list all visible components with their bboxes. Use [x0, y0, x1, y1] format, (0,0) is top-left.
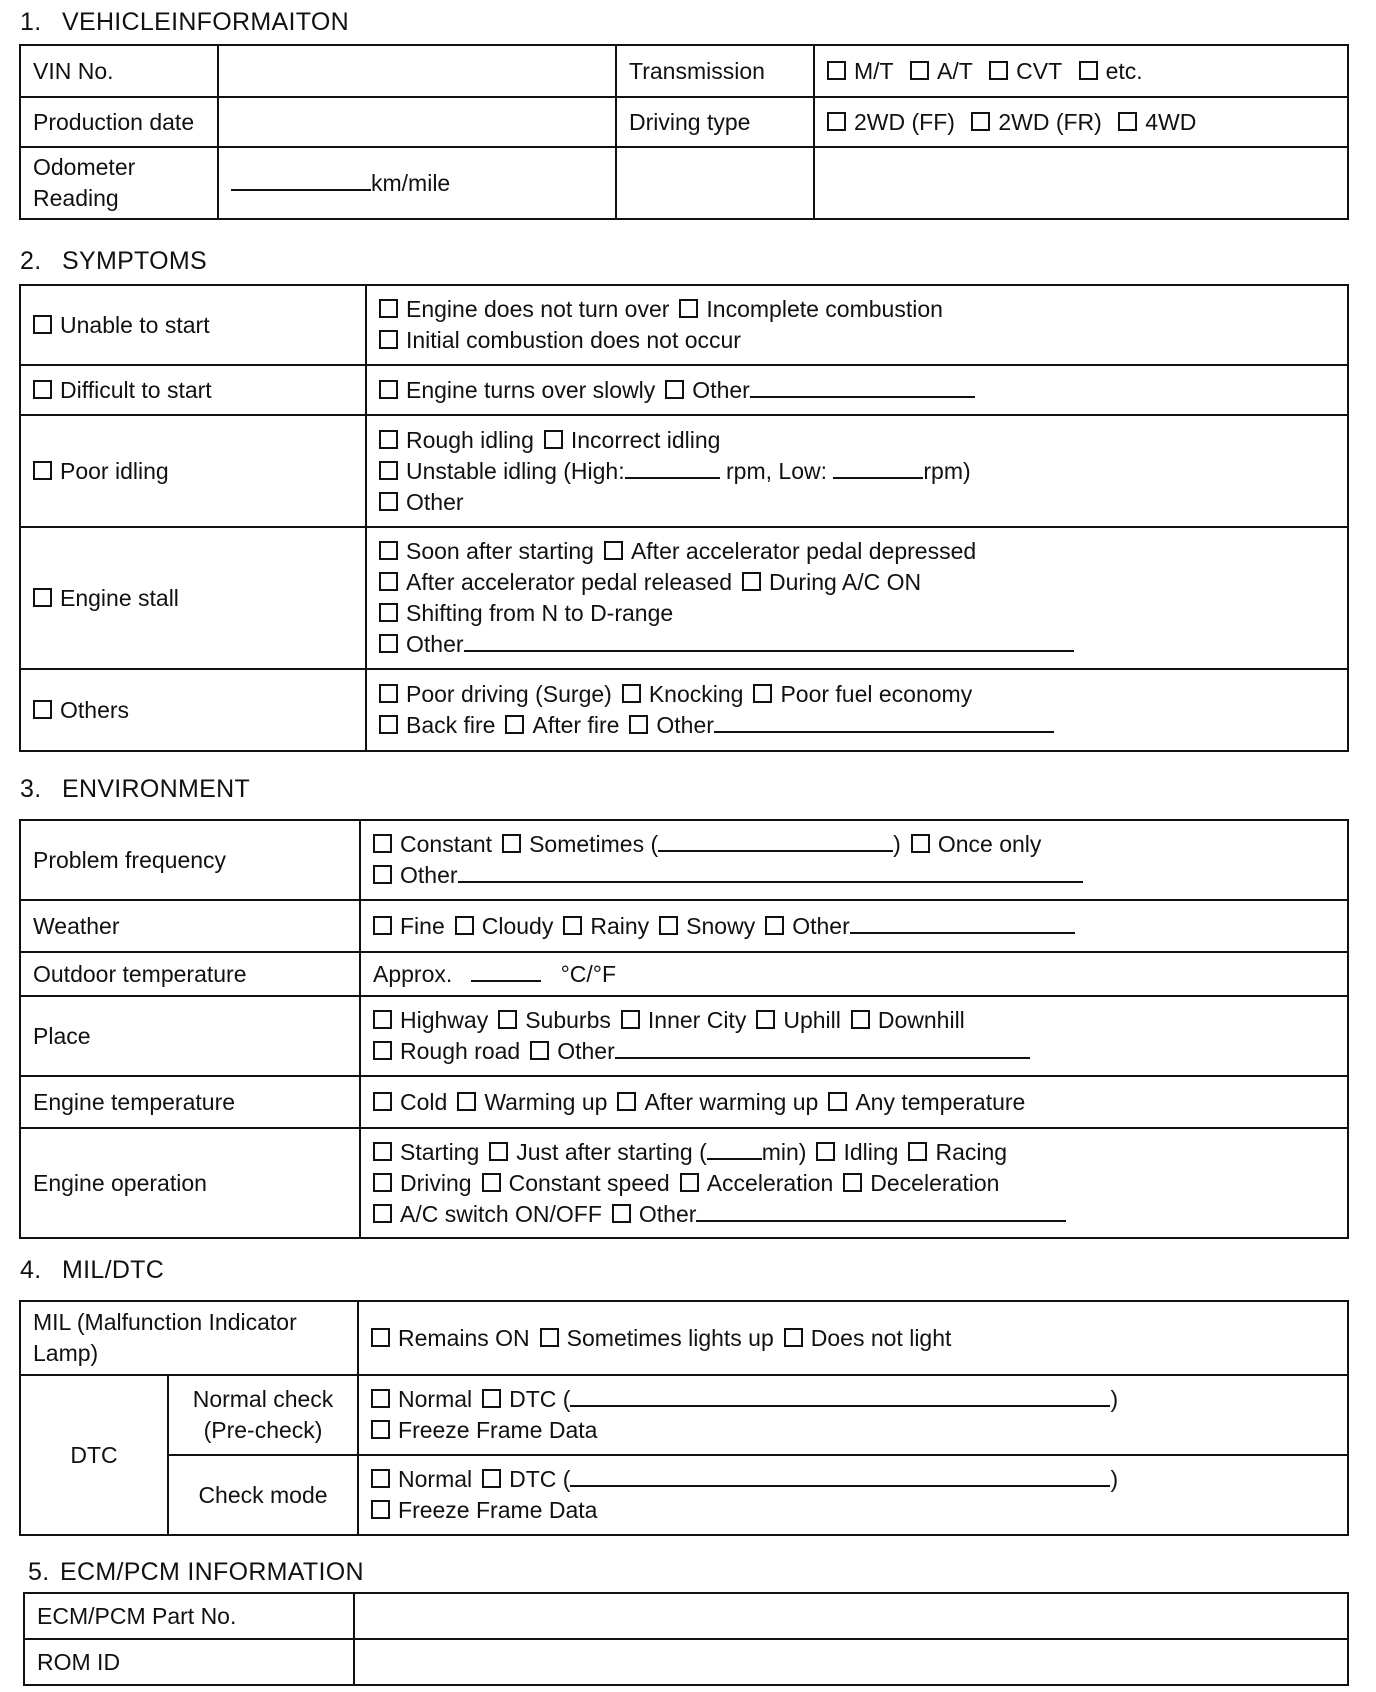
engine-temperature-label: Engine temperature — [20, 1076, 360, 1128]
checkbox[interactable] — [622, 684, 641, 703]
checkbox[interactable] — [505, 715, 524, 734]
checkbox-sometimes-lights-up[interactable] — [540, 1328, 559, 1347]
normal-check-options — [358, 1375, 1348, 1455]
option-label: During A/C ON — [769, 569, 922, 595]
normal-check-label — [168, 1375, 358, 1455]
checkbox-poor-idling[interactable] — [33, 461, 52, 480]
checkbox[interactable] — [373, 1204, 392, 1223]
checkbox-others[interactable] — [33, 700, 52, 719]
checkbox[interactable] — [629, 715, 648, 734]
vehicle-info-table — [19, 44, 1349, 220]
normal-check-line1: Normal check — [192, 1386, 334, 1412]
option-label: Rainy — [590, 912, 650, 939]
symptom-details — [366, 365, 1348, 415]
section-1-title — [20, 8, 349, 37]
checkbox[interactable] — [612, 1204, 631, 1223]
symptom-label: Engine stall — [60, 584, 179, 611]
option-label: Unstable idling (High: — [406, 457, 625, 484]
symptom-others — [20, 669, 366, 751]
checkbox[interactable] — [373, 1173, 392, 1192]
option-label: Other — [792, 912, 850, 939]
other-blank[interactable] — [714, 713, 1054, 733]
ecm-part-label: ECM/PCM Part No. — [24, 1593, 354, 1639]
checkbox-difficult-to-start[interactable] — [33, 380, 52, 399]
empty-cell — [616, 147, 814, 219]
checkbox[interactable] — [379, 299, 398, 318]
option-label: Poor fuel economy — [780, 681, 973, 707]
engine-temperature-options — [360, 1076, 1348, 1128]
checkbox-snowy[interactable] — [659, 916, 678, 935]
symptom-unable-to-start — [20, 285, 366, 365]
paren-close: ) — [1110, 1466, 1119, 1492]
option-label: Normal — [398, 1386, 473, 1412]
checkbox-dtc[interactable] — [482, 1469, 501, 1488]
empty-cell — [814, 147, 1348, 219]
paren-close: ) — [1110, 1386, 1119, 1412]
engine-operation-label: Engine operation — [20, 1128, 360, 1238]
option-label: Incomplete combustion — [706, 296, 943, 322]
checkbox-freeze-frame[interactable] — [371, 1420, 390, 1439]
rpm-high-blank[interactable] — [625, 459, 720, 479]
dtc-blank[interactable] — [570, 1387, 1110, 1407]
option-label: Back fire — [406, 712, 496, 738]
checkbox-2wd-fr[interactable] — [971, 112, 990, 131]
section-2-title — [20, 247, 207, 276]
checkbox[interactable] — [604, 541, 623, 560]
section-1-heading: VEHICLEINFORMAITON — [62, 8, 349, 36]
checkbox-dtc[interactable] — [482, 1389, 501, 1408]
option-label: Cold — [400, 1088, 448, 1115]
section-4-heading: MIL/DTC — [62, 1256, 165, 1284]
checkbox[interactable] — [828, 1092, 847, 1111]
minutes-unit: min) — [761, 1138, 807, 1165]
option-label: Freeze Frame Data — [398, 1497, 598, 1523]
option-label: 2WD (FF) — [854, 108, 955, 135]
checkbox[interactable] — [373, 1142, 392, 1161]
transmission-options — [814, 45, 1348, 97]
other-blank[interactable] — [750, 378, 975, 398]
option-label: Sometimes lights up — [566, 1324, 774, 1351]
odometer-label — [20, 147, 218, 219]
section-1-number: 1. — [20, 8, 42, 36]
odometer-label-line2: Reading — [33, 185, 119, 211]
option-label: Constant — [400, 831, 493, 857]
checkbox[interactable] — [489, 1142, 508, 1161]
symptoms-table — [19, 284, 1349, 752]
place-options — [360, 996, 1348, 1076]
option-label: Other — [557, 1038, 615, 1064]
option-label: 4WD — [1145, 108, 1197, 135]
option-label: Highway — [400, 1007, 489, 1033]
checkbox-cloudy[interactable] — [455, 916, 474, 935]
option-label: Normal — [398, 1466, 473, 1492]
checkbox[interactable] — [379, 603, 398, 622]
odometer-unit: km/mile — [371, 169, 451, 196]
option-label: Deceleration — [870, 1169, 1000, 1196]
option-label: Shifting from N to D-range — [406, 600, 674, 626]
section-4-number: 4. — [20, 1256, 42, 1284]
checkbox-2wd-ff[interactable] — [827, 112, 846, 131]
mil-label — [20, 1301, 358, 1375]
checkbox[interactable] — [843, 1173, 862, 1192]
checkbox-other[interactable] — [373, 865, 392, 884]
rpm-low-blank[interactable] — [833, 459, 923, 479]
checkbox-other[interactable] — [765, 916, 784, 935]
symptom-label: Unable to start — [60, 311, 210, 338]
checkbox[interactable] — [544, 430, 563, 449]
option-label: Idling — [843, 1138, 899, 1165]
symptom-label: Difficult to start — [60, 376, 212, 403]
dtc-blank[interactable] — [570, 1467, 1110, 1487]
option-label: After warming up — [644, 1088, 819, 1115]
checkbox[interactable] — [373, 1092, 392, 1111]
checkbox[interactable] — [617, 1092, 636, 1111]
option-label: Driving — [400, 1169, 472, 1196]
checkbox[interactable] — [742, 572, 761, 591]
option-label: Downhill — [877, 1007, 965, 1033]
checkbox[interactable] — [379, 634, 398, 653]
checkbox-unable-to-start[interactable] — [33, 315, 52, 334]
option-label: Acceleration — [706, 1169, 834, 1196]
symptom-details — [366, 285, 1348, 365]
section-3-title — [20, 775, 250, 804]
symptom-difficult-to-start — [20, 365, 366, 415]
option-label: Soon after starting — [406, 538, 594, 564]
option-label: Remains ON — [398, 1324, 530, 1351]
section-3-number: 3. — [20, 775, 42, 803]
check-mode-options — [358, 1455, 1348, 1535]
rom-id-label: ROM ID — [24, 1639, 354, 1685]
checkbox[interactable] — [482, 1173, 501, 1192]
option-label: Snowy — [686, 912, 756, 939]
driving-type-label: Driving type — [616, 97, 814, 147]
option-label: Constant speed — [508, 1169, 670, 1196]
option-label: After accelerator pedal released — [406, 569, 733, 595]
outdoor-temperature-field — [360, 952, 1348, 996]
option-label: Cloudy — [481, 912, 554, 939]
symptom-poor-idling — [20, 415, 366, 527]
other-blank[interactable] — [464, 632, 1074, 652]
other-blank[interactable] — [850, 914, 1075, 934]
checkbox-freeze-frame[interactable] — [371, 1500, 390, 1519]
checkbox[interactable] — [679, 299, 698, 318]
option-label: A/T — [937, 57, 973, 84]
checkbox[interactable] — [379, 380, 398, 399]
checkbox-once-only[interactable] — [911, 834, 930, 853]
checkbox-normal[interactable] — [371, 1469, 390, 1488]
checkbox-etc[interactable] — [1079, 61, 1098, 80]
checkbox[interactable] — [908, 1142, 927, 1161]
checkbox[interactable] — [816, 1142, 835, 1161]
symptom-details — [366, 527, 1348, 669]
other-blank[interactable] — [696, 1202, 1066, 1222]
option-label: Warming up — [484, 1088, 608, 1115]
option-label: Engine turns over slowly — [406, 376, 656, 403]
option-label: Just after starting ( — [516, 1138, 707, 1165]
option-label: Initial combustion does not occur — [406, 327, 741, 353]
checkbox-remains-on[interactable] — [371, 1328, 390, 1347]
option-label: Rough idling — [406, 426, 534, 453]
section-2-heading: SYMPTOMS — [62, 247, 208, 275]
checkbox[interactable] — [680, 1173, 699, 1192]
option-label: Any temperature — [855, 1088, 1026, 1115]
place-label: Place — [20, 996, 360, 1076]
checkbox-at[interactable] — [910, 61, 929, 80]
rpm-unit: rpm) — [923, 457, 971, 484]
option-label: Fine — [400, 912, 445, 939]
problem-frequency-label: Problem frequency — [20, 820, 360, 900]
option-label: Other — [400, 862, 458, 888]
checkbox[interactable] — [373, 1010, 392, 1029]
vin-field[interactable] — [218, 45, 616, 97]
ecm-info-table — [23, 1592, 1349, 1686]
option-label: 2WD (FR) — [998, 108, 1102, 135]
option-label: Does not light — [810, 1324, 952, 1351]
section-5-number: 5. — [28, 1558, 50, 1586]
mil-options — [358, 1301, 1348, 1375]
other-blank[interactable] — [615, 1039, 1030, 1059]
option-label: Suburbs — [525, 1007, 611, 1033]
sometimes-blank[interactable] — [658, 832, 893, 852]
option-label: Inner City — [647, 1007, 747, 1033]
checkbox[interactable] — [379, 684, 398, 703]
checkbox[interactable] — [756, 1010, 775, 1029]
odometer-blank[interactable] — [231, 171, 371, 191]
symptom-details — [366, 415, 1348, 527]
option-label: Starting — [400, 1138, 480, 1165]
normal-check-line2: (Pre-check) — [203, 1417, 323, 1443]
option-label: Other — [406, 488, 464, 515]
option-label: Incorrect idling — [570, 426, 721, 453]
checkbox[interactable] — [530, 1041, 549, 1060]
section-5-title — [28, 1558, 364, 1587]
section-4-title — [20, 1256, 164, 1285]
symptom-label: Poor idling — [60, 457, 169, 484]
environment-table — [19, 819, 1349, 1239]
mil-label-line1: MIL (Malfunction Indicator — [33, 1309, 297, 1335]
minutes-blank[interactable] — [707, 1140, 762, 1160]
option-label: Uphill — [783, 1007, 841, 1033]
mil-label-line2: Lamp) — [33, 1340, 99, 1366]
checkbox-does-not-light[interactable] — [784, 1328, 803, 1347]
rom-id-field[interactable] — [354, 1639, 1348, 1685]
temperature-unit: °C/°F — [560, 960, 617, 987]
checkbox[interactable] — [379, 715, 398, 734]
odometer-field[interactable] — [218, 147, 616, 219]
option-label: After accelerator pedal depressed — [630, 538, 977, 564]
option-label: Rough road — [400, 1038, 521, 1064]
weather-label: Weather — [20, 900, 360, 952]
checkbox-engine-stall[interactable] — [33, 588, 52, 607]
other-blank[interactable] — [458, 863, 1083, 883]
option-label: Poor driving (Surge) — [406, 681, 612, 707]
checkbox-rainy[interactable] — [563, 916, 582, 935]
approx-label: Approx. — [373, 960, 453, 987]
checkbox[interactable] — [379, 461, 398, 480]
production-date-field[interactable] — [218, 97, 616, 147]
symptom-engine-stall — [20, 527, 366, 669]
option-label: etc. — [1105, 57, 1143, 84]
checkbox[interactable] — [379, 492, 398, 511]
temperature-blank[interactable] — [471, 962, 541, 982]
checkbox-constant[interactable] — [373, 834, 392, 853]
option-label: After fire — [532, 712, 620, 738]
option-label: DTC ( — [509, 1466, 571, 1492]
option-label: Other — [656, 712, 714, 738]
option-label: Other — [692, 376, 750, 403]
checkbox[interactable] — [379, 541, 398, 560]
section-5-heading: ECM/PCM INFORMATION — [60, 1558, 364, 1586]
checkbox[interactable] — [851, 1010, 870, 1029]
checkbox[interactable] — [379, 430, 398, 449]
section-3-heading: ENVIRONMENT — [62, 775, 251, 803]
option-label: Freeze Frame Data — [398, 1417, 598, 1443]
option-label: DTC ( — [509, 1386, 571, 1412]
checkbox-sometimes[interactable] — [502, 834, 521, 853]
rpm-low-label: rpm, Low: — [726, 457, 827, 484]
checkbox[interactable] — [373, 1041, 392, 1060]
engine-operation-options — [360, 1128, 1348, 1238]
outdoor-temperature-label: Outdoor temperature — [20, 952, 360, 996]
option-label: Other — [638, 1200, 697, 1227]
paren-close: ) — [893, 831, 901, 857]
checkbox-fine[interactable] — [373, 916, 392, 935]
vin-label: VIN No. — [20, 45, 218, 97]
option-label: M/T — [854, 57, 894, 84]
problem-frequency-options — [360, 820, 1348, 900]
option-label: A/C switch ON/OFF — [400, 1200, 602, 1227]
checkbox[interactable] — [753, 684, 772, 703]
section-2-number: 2. — [20, 247, 42, 275]
option-label: Sometimes ( — [529, 831, 659, 857]
option-label: Other — [406, 631, 464, 657]
checkbox[interactable] — [621, 1010, 640, 1029]
checkbox[interactable] — [665, 380, 684, 399]
option-label: Racing — [935, 1138, 1008, 1165]
checkbox[interactable] — [457, 1092, 476, 1111]
checkbox-cvt[interactable] — [989, 61, 1008, 80]
checkbox-mt[interactable] — [827, 61, 846, 80]
transmission-label: Transmission — [616, 45, 814, 97]
option-label: Once only — [937, 831, 1042, 857]
weather-options — [360, 900, 1348, 952]
option-label: CVT — [1016, 57, 1063, 84]
checkbox[interactable] — [498, 1010, 517, 1029]
checkbox[interactable] — [379, 572, 398, 591]
symptom-details — [366, 669, 1348, 751]
check-mode-label: Check mode — [168, 1455, 358, 1535]
production-date-label: Production date — [20, 97, 218, 147]
checkbox-4wd[interactable] — [1118, 112, 1137, 131]
dtc-label: DTC — [20, 1375, 168, 1535]
ecm-part-field[interactable] — [354, 1593, 1348, 1639]
option-label: Engine does not turn over — [406, 296, 670, 322]
option-label: Knocking — [648, 681, 744, 707]
driving-type-options — [814, 97, 1348, 147]
symptom-label: Others — [60, 696, 130, 723]
checkbox-normal[interactable] — [371, 1389, 390, 1408]
checkbox[interactable] — [379, 330, 398, 349]
mil-dtc-table — [19, 1300, 1349, 1536]
odometer-label-line1: Odometer — [33, 154, 136, 180]
